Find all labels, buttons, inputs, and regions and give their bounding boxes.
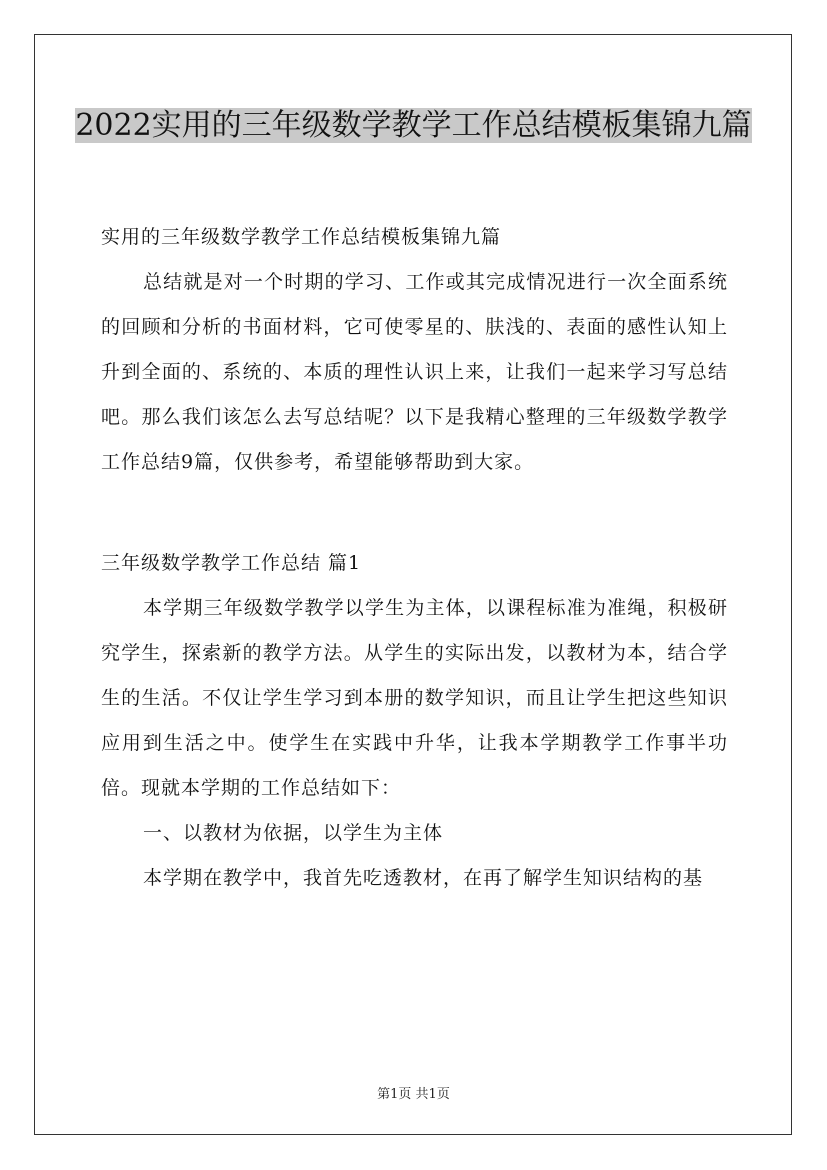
intro-paragraph: 总结就是对一个时期的学习、工作或其完成情况进行一次全面系统的回顾和分析的书面材料，它可使零星的、肤浅的、表面的感性认知上升到全面的、系统的、本质的理性认识上来，让我们一起来学习写总结吧。那么我们该怎么去写总结呢？以下是我精心整理的三年级数学教学工作总结9篇，仅供参考，希望能够帮助到大家。 [101,271,728,473]
document-title [60,100,767,152]
section-heading: 三年级数学教学工作总结 篇1 [101,552,362,574]
page-footer: 第1页 共1页 [377,1087,450,1102]
section-spacer [101,485,728,541]
body-paragraph-continued: 本学期在教学中，我首先吃透教材，在再了解学生知识结构的基 [143,867,704,889]
body-paragraph: 本学期三年级数学教学以学生为主体，以课程标准为准绳，积极研究学生，探索新的教学方法。从学生的实际出发，以教材为本，结合学生的生活。不仅让学生学习到本册的数学知识，而且让学生把这些知识应用到生活之中。使学生在实践中升华，让我本学期教学工作事半功倍。现就本学期的工作总结如下： [101,597,728,799]
subtitle-line: 实用的三年级数学教学工作总结模板集锦九篇 [101,226,502,248]
subsection-heading: 一、以教材为依据，以学生为主体 [143,822,444,844]
document-body [101,215,728,901]
document-title-text: 2022实用的三年级数学教学工作总结模板集锦九篇 [75,108,752,143]
